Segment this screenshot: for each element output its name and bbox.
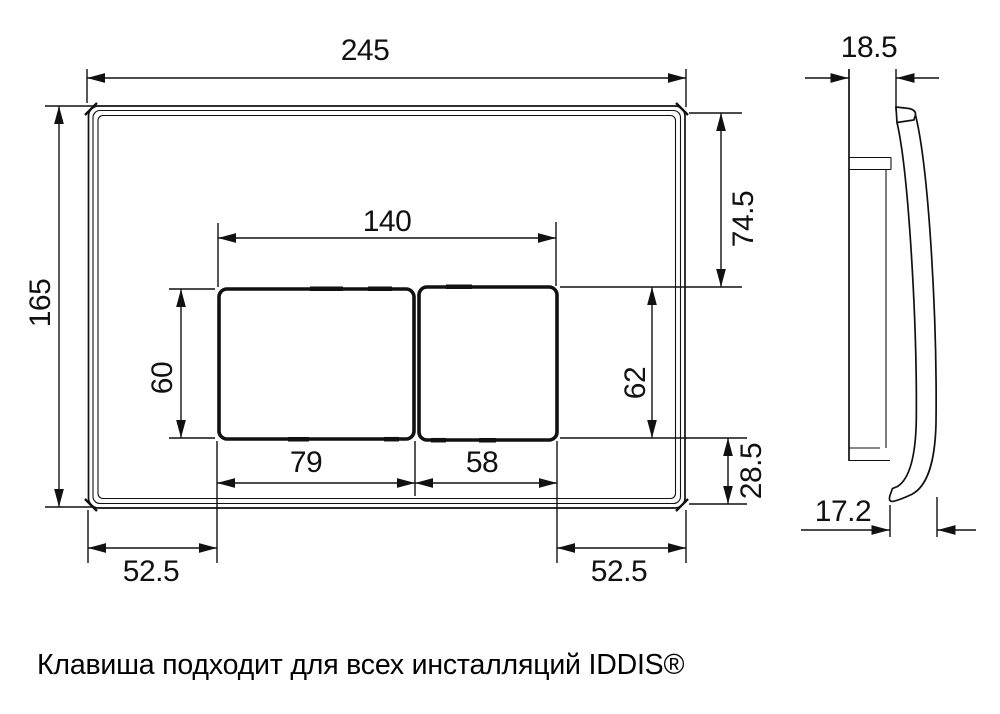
flush-button-small[interactable] bbox=[419, 287, 557, 440]
dim-right-button-height bbox=[560, 287, 747, 438]
dim-label-plate-width: 245 bbox=[340, 34, 390, 67]
dim-label-left-button-height: 60 bbox=[146, 361, 179, 395]
dim-label-buttons-width: 140 bbox=[362, 205, 412, 238]
dim-label-plate-height: 165 bbox=[24, 278, 57, 328]
dim-right-bottom-offset bbox=[557, 510, 686, 588]
front-view-plate bbox=[85, 103, 688, 511]
dim-label-right-bottom-offset: 52.5 bbox=[590, 555, 648, 588]
side-view-profile bbox=[849, 69, 936, 501]
dim-label-depth-top: 18.5 bbox=[840, 31, 898, 64]
dim-label-right-button-width: 58 bbox=[465, 446, 499, 479]
dim-plate-width bbox=[87, 34, 686, 107]
dim-right-button-width bbox=[415, 441, 557, 563]
dim-buttons-to-bottom bbox=[689, 438, 768, 504]
dim-left-button-height bbox=[146, 289, 215, 438]
side-view-dimensions bbox=[801, 31, 976, 537]
dim-buttons-total-width bbox=[218, 205, 556, 287]
dim-left-bottom-offset bbox=[88, 510, 217, 588]
dim-label-bottom-offset: 28.5 bbox=[735, 442, 768, 500]
dim-label-left-button-width: 79 bbox=[289, 446, 323, 479]
dim-depth-top bbox=[805, 31, 939, 111]
flush-button-large[interactable] bbox=[219, 289, 414, 439]
caption-text: Клавиша подходит для всех инсталляций IDDIS® bbox=[37, 649, 685, 681]
dim-label-depth-bottom: 17.2 bbox=[814, 495, 872, 528]
dim-plate-height bbox=[24, 106, 94, 507]
dim-top-to-buttons bbox=[560, 113, 760, 287]
corner-hatch-top-left bbox=[85, 103, 97, 115]
profile-front-curve-outer bbox=[889, 115, 936, 501]
profile-top-cap bbox=[896, 107, 916, 123]
corner-hatch-bottom-left bbox=[85, 499, 97, 511]
profile-front-curve-inner bbox=[893, 123, 917, 489]
dim-label-left-bottom-offset: 52.5 bbox=[122, 555, 180, 588]
dim-left-button-width bbox=[217, 441, 415, 563]
corner-hatch-bottom-right bbox=[676, 499, 688, 511]
dim-label-top-offset: 74.5 bbox=[727, 190, 760, 248]
dim-label-right-button-height: 62 bbox=[619, 366, 652, 400]
dim-depth-bottom bbox=[801, 495, 976, 537]
